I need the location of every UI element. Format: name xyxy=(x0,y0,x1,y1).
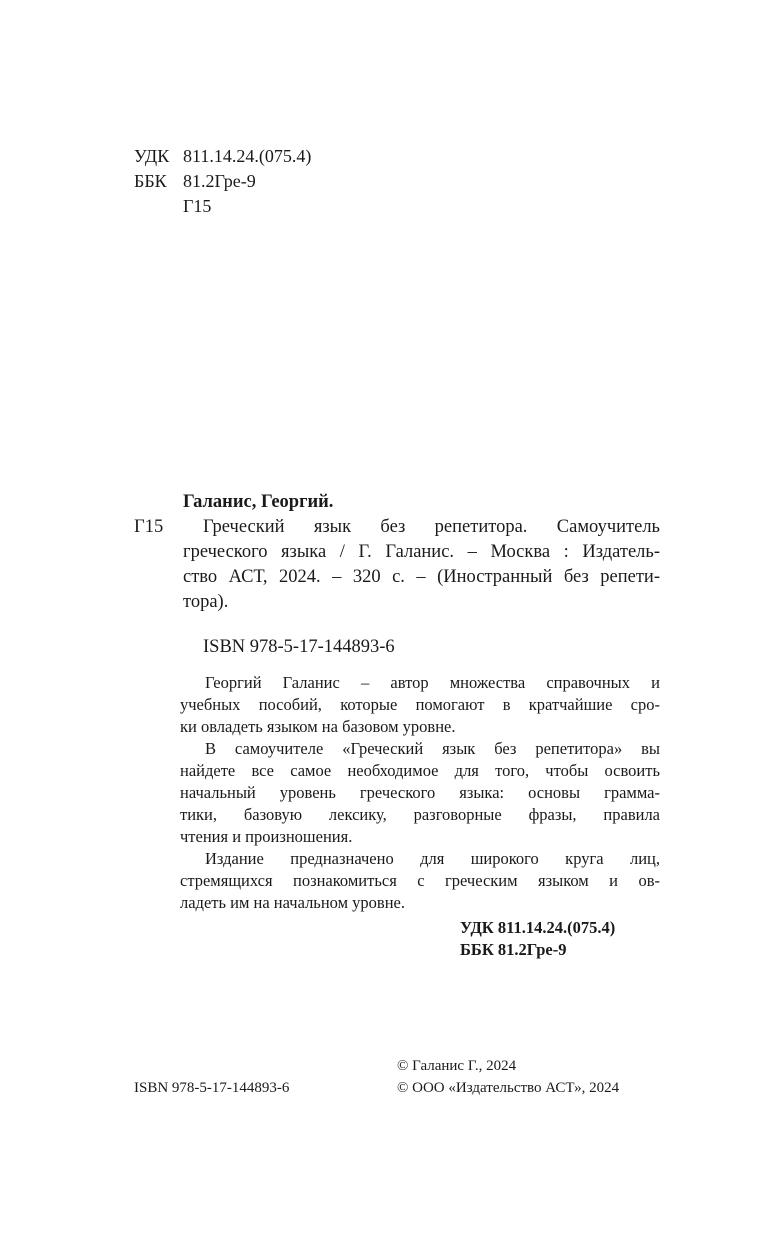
card-description-line: Греческий язык без репетитора. Самоучитель xyxy=(203,517,660,537)
bbk-label: ББК xyxy=(134,171,167,191)
annotation-line: учебных пособий, которые помогают в кратчайшие сро- xyxy=(180,695,660,714)
copyright-author: © Галанис Г., 2024 xyxy=(397,1058,517,1074)
annotation-line: В самоучителе «Греческий язык без репетитора» вы xyxy=(205,739,660,758)
card-description-line: тора). xyxy=(183,592,229,612)
annotation-line: найдете все самое необходимое для того, чтобы освоить xyxy=(180,761,660,780)
classification-udk: УДК 811.14.24.(075.4) xyxy=(460,918,616,937)
classification-bbk: ББК 81.2Гре-9 xyxy=(460,940,567,959)
footer-isbn: ISBN 978-5-17-144893-6 xyxy=(134,1080,290,1096)
annotation-line: стремящихся познакомиться с греческим языком и ов- xyxy=(180,871,660,890)
annotation-line: Георгий Галанис – автор множества справочных и xyxy=(205,673,660,692)
card-description-line: ство АСТ, 2024. – 320 с. – (Иностранный без репети- xyxy=(183,567,660,587)
card-author-mark: Г15 xyxy=(134,517,164,537)
annotation-line: начальный уровень греческого языка: основы грамма- xyxy=(180,783,660,802)
annotation-line: тики, базовую лексику, разговорные фразы, правила xyxy=(180,805,660,824)
udk-value: 811.14.24.(075.4) xyxy=(183,146,312,166)
card-description-line: греческого языка / Г. Галанис. – Москва : Издатель- xyxy=(183,542,660,562)
card-isbn: ISBN 978-5-17-144893-6 xyxy=(203,637,395,657)
bbk-value: 81.2Гре-9 xyxy=(183,171,256,191)
annotation-line: Издание предназначено для широкого круга лиц, xyxy=(205,849,660,868)
copyright-publisher: © ООО «Издательство АСТ», 2024 xyxy=(397,1080,620,1096)
annotation-line: ладеть им на начальном уровне. xyxy=(180,893,405,912)
annotation-line: чтения и произношения. xyxy=(180,827,353,846)
author-mark: Г15 xyxy=(183,196,212,216)
udk-label: УДК xyxy=(134,146,170,166)
annotation-line: ки овладеть языком на базовом уровне. xyxy=(180,717,456,736)
card-author: Галанис, Георгий. xyxy=(183,492,334,512)
